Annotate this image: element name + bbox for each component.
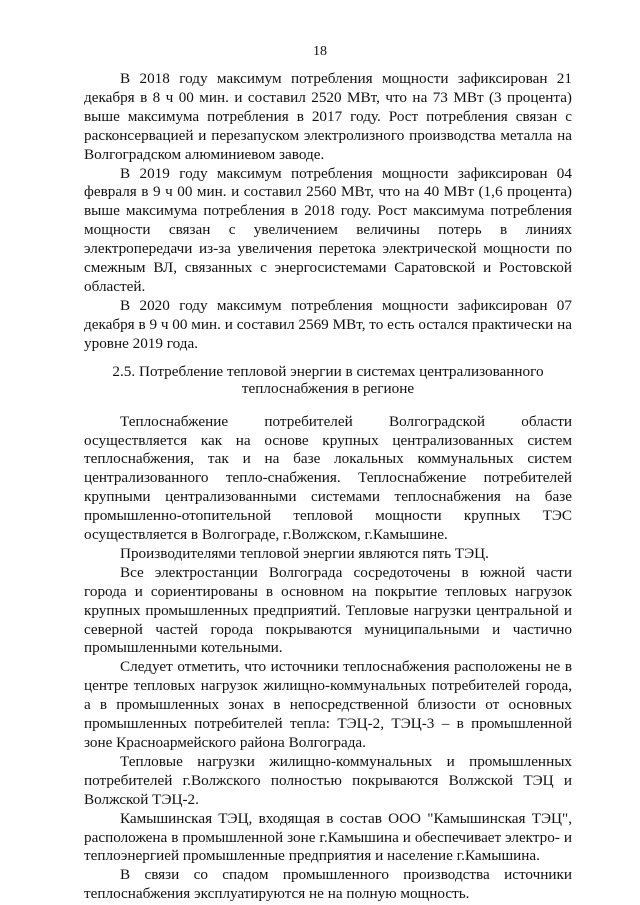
paragraph-2018: В 2018 году максимум потребления мощности зафиксирован 21 декабря в 8 ч 00 мин. и составил 2520 МВт, что на 73 МВт (3 процента) выше максимума потребления в 2017 году. Рост потребления связан с расконсервацией и перезапуском электролизного производства металла на Волгоградском алюминиевом заводе.: [84, 70, 572, 163]
page-number: 18: [313, 44, 327, 59]
section-heading-line-1: 2.5. Потребление тепловой энергии в системах централизованного: [112, 362, 544, 380]
paragraph-producers: Производителями тепловой энергии являются пять ТЭЦ.: [120, 544, 489, 562]
section-heading: [84, 363, 572, 397]
paragraph-volzhsky: Тепловые нагрузки жилищно-коммунальных и промышленных потребителей г.Волжского полностью покрываются Волжской ТЭЦ и Волжской ТЭЦ-2.: [84, 752, 572, 808]
paragraph-decline: В связи со спадом промышленного производства источники теплоснабжения эксплуатируются не на полную мощность.: [84, 866, 572, 903]
paragraph-2020: В 2020 году максимум потребления мощности зафиксирован 07 декабря в 9 ч 00 мин. и составил 2569 МВт, то есть остался практически на уровне 2019 года.: [84, 296, 572, 352]
paragraph-2019: В 2019 году максимум потребления мощности зафиксирован 04 февраля в 9 ч 00 мин. и составил 2560 МВт, что на 40 МВт (1,6 процента) выше максимума потребления в 2018 году. Рост максимума потребления мощности связан с увеличением величины потерь в линиях электропередачи из-за увеличения перетока электрической мощности по смежным ВЛ, связанных с энергосистемами Саратовской и Ростовской областей.: [84, 164, 572, 295]
paragraph-volgograd-plants: Все электростанции Волгограда сосредоточены в южной части города и сориентированы в основном на покрытие тепловых нагрузок крупных промышленных предприятий. Тепловые нагрузки центральной и северной частей города покрываются муниципальными и частично промышленными котельными.: [84, 563, 572, 657]
paragraph-heat-supply: Теплоснабжение потребителей Волгоградской области осуществляется как на основе крупных централизованных систем теплоснабжения, так и на базе локальных коммунальных систем централизованного тепло-снабжения. Теплоснабжение потребителей крупными централизованными системами теплоснабжения на базе промышленно-отопительной тепловой мощности крупных ТЭС осуществляется в Волгограде, г.Волжском, г.Камышине.: [84, 412, 572, 544]
paragraph-source-location: Следует отметить, что источники теплоснабжения расположены не в центре тепловых нагрузок жилищно-коммунальных потребителей города, а в промышленных зонах в непосредственной близости от основных промышленных потребителей тепла: ТЭЦ-2, ТЭЦ-3 – в промышленной зоне Красноармейского района Волгограда.: [84, 658, 572, 751]
section-heading-line-2: теплоснабжения в регионе: [241, 379, 415, 397]
paragraph-kamyshin: Камышинская ТЭЦ, входящая в состав ООО "Камышинская ТЭЦ", расположена в промышленной зоне г.Камышина и обеспечивает электро- и теплоэнергией промышленные предприятия и население г.Камышина.: [84, 809, 572, 865]
body-text: [84, 70, 572, 904]
